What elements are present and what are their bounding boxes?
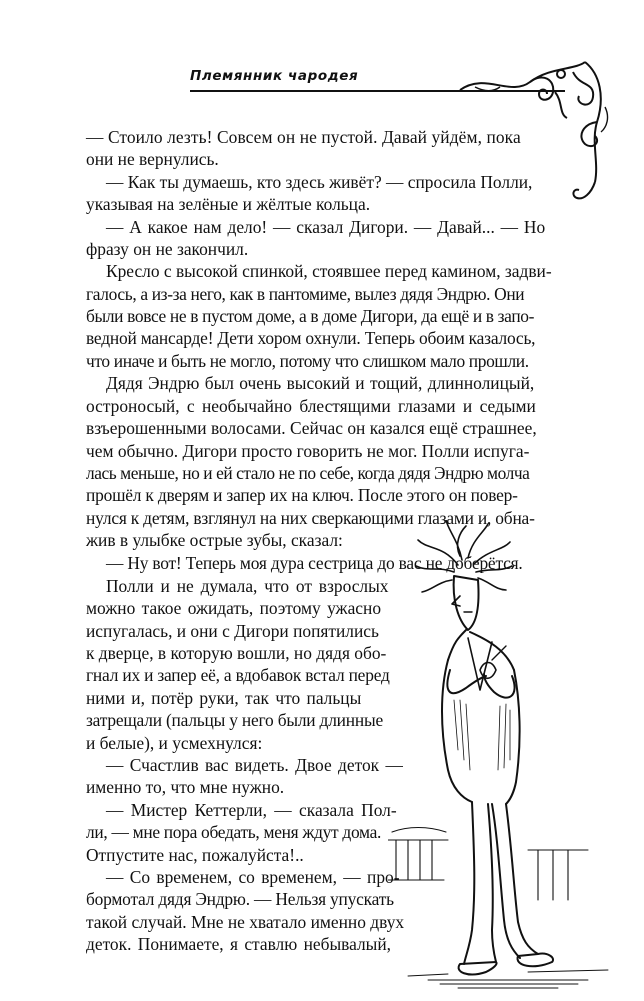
text-line: бормотал дядя Эндрю. — Нельзя упускать bbox=[86, 889, 394, 909]
text-line: указывая на зелёные и жёлтые кольца. bbox=[86, 194, 371, 214]
text-line: деток. Понимаете, я ставлю небывалый, bbox=[86, 934, 392, 954]
text-line: можно такое ожидать, поэтому ужасно bbox=[86, 598, 382, 618]
text-line: ними и, потёр руки, так что пальцы bbox=[86, 688, 362, 708]
text-line: такой случай. Мне не хватало именно двух bbox=[86, 912, 405, 932]
text-line: Полли и не думала, что от взрослых bbox=[106, 576, 389, 596]
text-line: нулся к детям, взглянул на них сверкающими глазами и, обна- bbox=[86, 508, 535, 528]
text-line: к дверце, в которую вошли, но дядя обо- bbox=[86, 643, 387, 663]
text-line: Дядя Эндрю был очень высокий и тощий, длиннолицый, bbox=[106, 373, 535, 393]
text-line: — Стоило лезть! Совсем он не пустой. Давай уйдём, пока bbox=[86, 127, 521, 147]
text-line: ведной мансарде! Дети хором охнули. Теперь обоим казалось, bbox=[86, 328, 536, 348]
text-line: лась меньше, но и ей стало не по себе, когда дядя Эндрю молча bbox=[86, 463, 530, 483]
running-header: Племянник чародея bbox=[190, 68, 359, 84]
text-line: жив в улыбке острые зубы, сказал: bbox=[86, 530, 343, 550]
text-line: фразу он не закончил. bbox=[86, 239, 249, 259]
text-line: прошёл к дверям и запер их на ключ. После этого он повер- bbox=[86, 485, 518, 505]
text-line: затрещали (пальцы у него были длинные bbox=[86, 710, 384, 730]
uncle-andrew-illustration bbox=[388, 520, 618, 990]
text-line: испугалась, и они с Дигори попятились bbox=[86, 621, 379, 641]
text-line: Кресло с высокой спинкой, стоявшее перед камином, задви- bbox=[106, 261, 552, 281]
text-line: были вовсе не в пустом доме, а в доме Дигори, да ещё и в запо- bbox=[86, 306, 535, 326]
text-line: и белые), и усмехнулся: bbox=[86, 733, 263, 753]
text-line: они не вернулись. bbox=[86, 149, 219, 169]
text-line: — Мистер Кеттерли, — сказала Пол- bbox=[106, 800, 397, 820]
text-line: галось, а из-за него, как в пантомиме, вылез дядя Эндрю. Они bbox=[86, 284, 525, 304]
text-line: ли, — мне пора обедать, меня ждут дома. bbox=[86, 822, 382, 842]
text-line: — Ну вот! Теперь моя дура сестрица до вас не доберётся. bbox=[106, 553, 523, 573]
text-line: взъерошенными волосами. Сейчас он казался ещё страшнее, bbox=[86, 418, 537, 438]
text-line: Отпустите нас, пожалуйста!.. bbox=[86, 845, 304, 865]
text-line: — Со временем, со временем, — про- bbox=[106, 867, 400, 887]
text-line: именно то, что мне нужно. bbox=[86, 777, 285, 797]
text-line: что иначе и быть не могло, потому что слишком мало прошли. bbox=[86, 351, 529, 371]
text-line: остроносый, с необычайно блестящими глазами и седыми bbox=[86, 396, 536, 416]
text-line: — Счастлив вас видеть. Двое деток — bbox=[106, 755, 403, 775]
text-line: гнал их и запер её, а вдобавок встал перед bbox=[86, 665, 390, 685]
text-line: чем обычно. Дигори просто говорить не мог. Полли испуга- bbox=[86, 441, 530, 461]
text-line: — А какое нам дело! — сказал Дигори. — Давай... — Но bbox=[106, 217, 546, 237]
text-line: — Как ты думаешь, кто здесь живёт? — спросила Полли, bbox=[106, 172, 533, 192]
